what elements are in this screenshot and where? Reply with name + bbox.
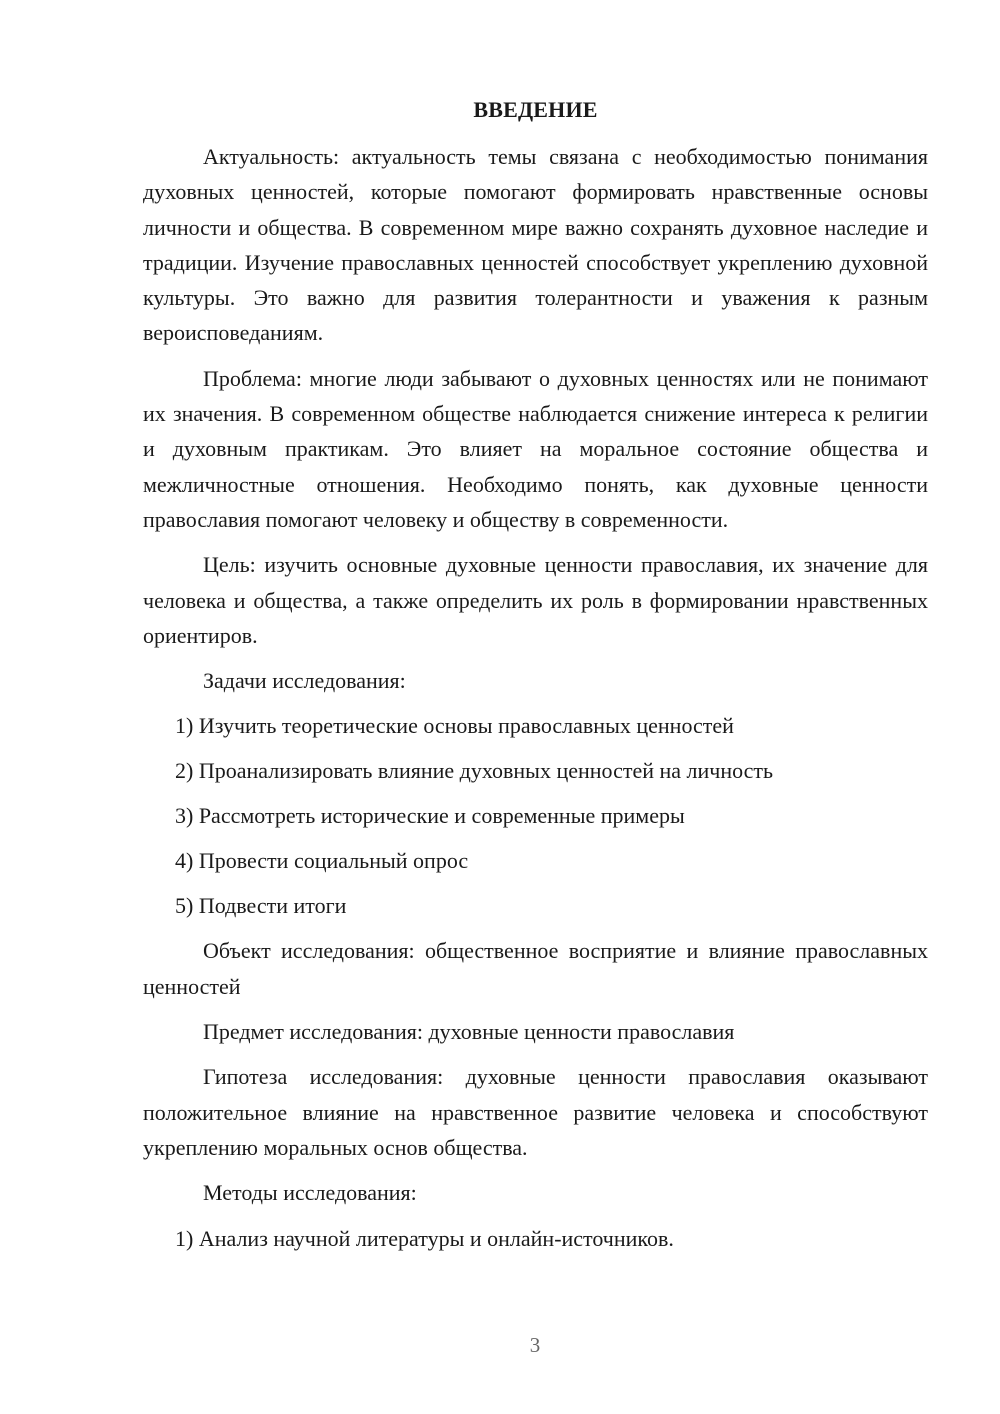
object-paragraph: Объект исследования: общественное восприятие и влияние православных ценностей — [143, 938, 928, 999]
task-item: 1) Изучить теоретические основы православных ценностей — [175, 713, 734, 739]
goal-paragraph: Цель: изучить основные духовные ценности православия, их значение для человека и общества, а также определить их роль в формировании нравственных ориентиров. — [143, 552, 928, 648]
hypothesis-paragraph: Гипотеза исследования: духовные ценности православия оказывают положительное влияние на нравственное развитие человека и способствуют укреплению моральных основ общества. — [143, 1064, 928, 1160]
task-item: 2) Проанализировать влияние духовных ценностей на личность — [175, 758, 774, 784]
methods-heading: Методы исследования: — [203, 1180, 417, 1206]
tasks-heading: Задачи исследования: — [203, 668, 406, 694]
page-title: ВВЕДЕНИЕ — [473, 97, 598, 122]
problem-paragraph: Проблема: многие люди забывают о духовных ценностях или не понимают их значения. В современном обществе наблюдается снижение интереса к религии и духовным практикам. Это влияет на моральное состояние общества и межличностные отношения. Необходимо понять, как духовные ценности православия помогают человеку и обществу в современности. — [143, 365, 928, 532]
relevance-paragraph: Актуальность: актуальность темы связана с необходимостью понимания духовных ценностей, которые помогают формировать нравственные основы личности и общества. В современном мире важно сохранять духовное наследие и традиции. Изучение православных ценностей способствует укреплению духовной культуры. Это важно для развития толерантности и уважения к разным вероисповеданиям. — [143, 144, 928, 346]
task-item: 5) Подвести итоги — [175, 893, 347, 919]
page-number: 3 — [529, 1333, 541, 1357]
subject-paragraph: Предмет исследования: духовные ценности православия — [203, 1019, 735, 1045]
task-item: 3) Рассмотреть исторические и современные примеры — [175, 803, 685, 829]
document-page — [143, 95, 928, 1266]
task-item: 4) Провести социальный опрос — [175, 848, 469, 874]
method-item: 1) Анализ научной литературы и онлайн-источников. — [175, 1225, 674, 1251]
